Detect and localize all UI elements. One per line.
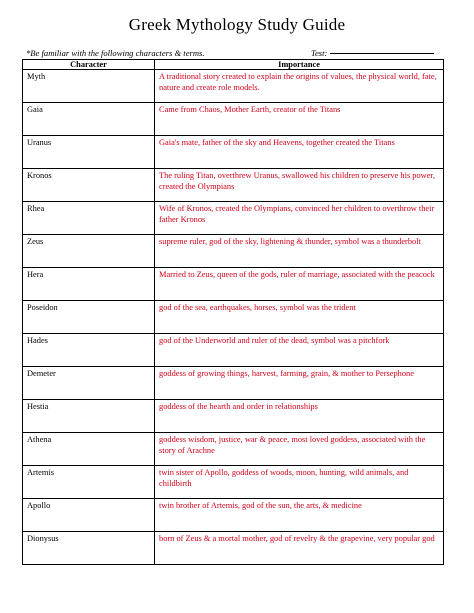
character-cell: Hera bbox=[23, 268, 155, 301]
table-row bbox=[23, 136, 444, 169]
importance-cell: The ruling Titan, overthrew Uranus, swallowed his children to preserve his power, created the Olympians bbox=[155, 169, 444, 202]
importance-cell: Came from Chaos, Mother Earth, creator of the Titans bbox=[155, 103, 444, 136]
character-cell: Hestia bbox=[23, 400, 155, 433]
table-row bbox=[23, 532, 444, 565]
importance-cell: Wife of Kronos, created the Olympians, convinced her children to overthrow their father Kronos bbox=[155, 202, 444, 235]
character-cell: Poseidon bbox=[23, 301, 155, 334]
test-field bbox=[311, 48, 434, 58]
importance-cell: born of Zeus & a mortal mother, god of revelry & the grapevine, very popular god bbox=[155, 532, 444, 565]
importance-cell: Gaia's mate, father of the sky and Heavens, together created the Titans bbox=[155, 136, 444, 169]
table-row bbox=[23, 499, 444, 532]
importance-cell: goddess wisdom, justice, war & peace, most loved goddess, associated with the story of Arachne bbox=[155, 433, 444, 466]
importance-cell: twin sister of Apollo, goddess of woods, moon, hunting, wild animals, and childbirth bbox=[155, 466, 444, 499]
table-row bbox=[23, 268, 444, 301]
test-label: Test: bbox=[311, 48, 328, 58]
importance-cell: goddess of the hearth and order in relationships bbox=[155, 400, 444, 433]
importance-cell: A traditional story created to explain the origins of values, the physical world, fate, nature and create role models. bbox=[155, 70, 444, 103]
character-cell: Zeus bbox=[23, 235, 155, 268]
character-cell: Artemis bbox=[23, 466, 155, 499]
character-cell: Demeter bbox=[23, 367, 155, 400]
table-row bbox=[23, 202, 444, 235]
header-importance: Importance bbox=[155, 60, 444, 70]
character-cell: Kronos bbox=[23, 169, 155, 202]
table-row bbox=[23, 70, 444, 103]
table-row bbox=[23, 235, 444, 268]
importance-cell: goddess of growing things, harvest, farming, grain, & mother to Persephone bbox=[155, 367, 444, 400]
table-row bbox=[23, 433, 444, 466]
character-cell: Uranus bbox=[23, 136, 155, 169]
table-row bbox=[23, 466, 444, 499]
table-row bbox=[23, 334, 444, 367]
table-header-row bbox=[23, 60, 444, 70]
instructions-text: *Be familiar with the following characters & terms. bbox=[26, 48, 205, 58]
character-cell: Dionysus bbox=[23, 532, 155, 565]
importance-cell: twin brother of Artemis, god of the sun, the arts, & medicine bbox=[155, 499, 444, 532]
table-row bbox=[23, 301, 444, 334]
importance-cell: god of the sea, earthquakes, horses, symbol was the trident bbox=[155, 301, 444, 334]
page-title: Greek Mythology Study Guide bbox=[128, 15, 346, 34]
character-cell: Rhea bbox=[23, 202, 155, 235]
importance-cell: supreme ruler, god of the sky, lightening & thunder, symbol was a thunderbolt bbox=[155, 235, 444, 268]
table-row bbox=[23, 367, 444, 400]
table-row bbox=[23, 400, 444, 433]
character-cell: Apollo bbox=[23, 499, 155, 532]
study-guide-table bbox=[22, 59, 444, 565]
importance-cell: Married to Zeus, queen of the gods, ruler of marriage, associated with the peacock bbox=[155, 268, 444, 301]
character-cell: Hades bbox=[23, 334, 155, 367]
table-row bbox=[23, 169, 444, 202]
header-character: Character bbox=[23, 60, 155, 70]
character-cell: Gaia bbox=[23, 103, 155, 136]
character-cell: Athena bbox=[23, 433, 155, 466]
test-blank-line bbox=[330, 53, 434, 54]
table-row bbox=[23, 103, 444, 136]
character-cell: Myth bbox=[23, 70, 155, 103]
importance-cell: god of the Underworld and ruler of the dead, symbol was a pitchfork bbox=[155, 334, 444, 367]
